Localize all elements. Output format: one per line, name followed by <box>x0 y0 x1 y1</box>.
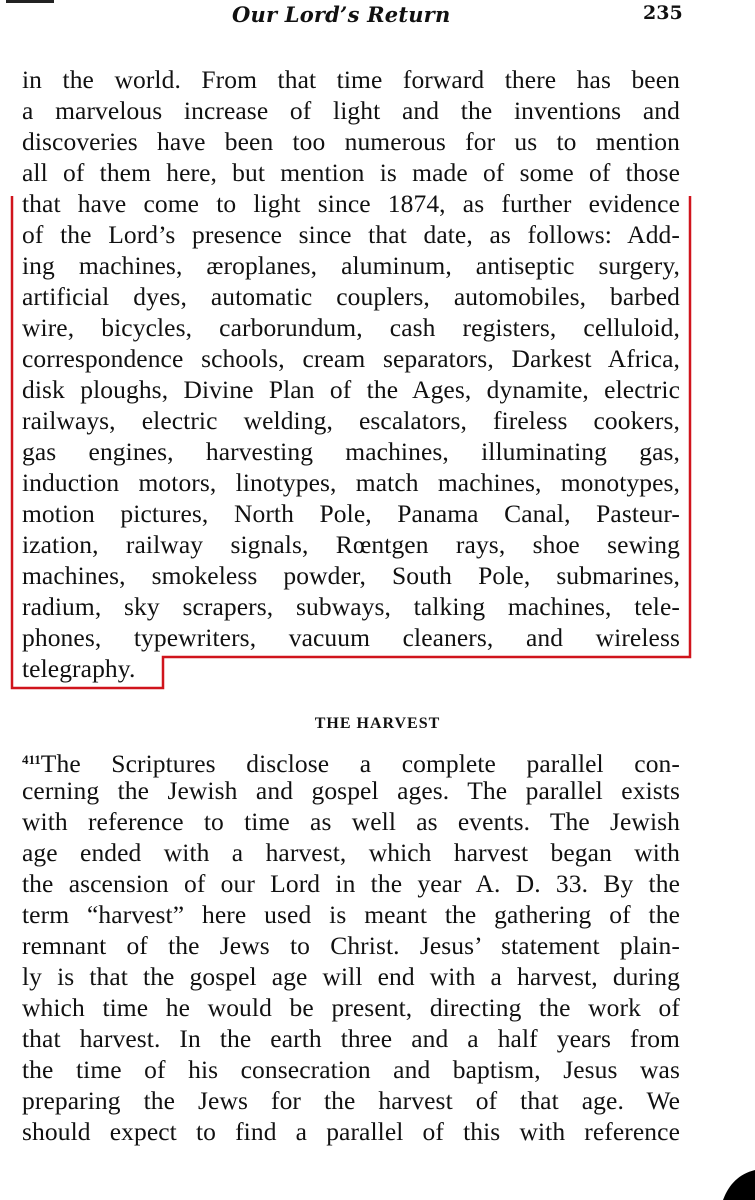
paragraph-number: 411 <box>22 752 41 767</box>
text-line: ly is that the gospel age will end with a harvest, during <box>22 962 680 991</box>
text-line: the time of his consecration and baptism, Jesus was <box>22 1055 680 1084</box>
text-line: phones, typewriters, vacuum cleaners, and wireless <box>22 623 680 652</box>
text-line: that harvest. In the earth three and a half years from <box>22 1024 680 1053</box>
text-line: telegraphy. <box>22 654 136 683</box>
text-line: preparing the Jews for the harvest of that age. We <box>22 1086 680 1115</box>
text-line: of the Lord’s presence since that date, as follows: Add- <box>22 220 680 249</box>
opening-paragraph <box>22 64 680 188</box>
text-line: railways, electric welding, escalators, fireless cookers, <box>22 406 680 435</box>
page-number: 235 <box>643 2 683 24</box>
first-line-text: The Scriptures disclose a complete parallel con- <box>40 749 680 778</box>
section-heading: THE HARVEST <box>314 715 441 732</box>
text-line: wire, bicycles, carborundum, cash registers, celluloid, <box>22 313 680 342</box>
text-line: remnant of the Jews to Christ. Jesus’ statement plain- <box>22 931 680 960</box>
text-line: the ascension of our Lord in the year A. D. 33. By the <box>22 869 680 898</box>
text-line: machines, smokeless powder, South Pole, submarines, <box>22 561 680 590</box>
harvest-paragraph <box>22 744 680 1147</box>
running-title: Our Lord’s Return <box>232 2 451 27</box>
text-line: should expect to find a parallel of this with reference <box>22 1117 680 1146</box>
text-line: disk ploughs, Divine Plan of the Ages, dynamite, electric <box>22 375 680 404</box>
text-line: artificial dyes, automatic couplers, automobiles, barbed <box>22 282 680 311</box>
page-corner-shadow <box>715 1160 755 1200</box>
text-line: ing machines, æroplanes, aluminum, antiseptic surgery, <box>22 251 680 280</box>
text-line: gas engines, harvesting machines, illuminating gas, <box>22 437 680 466</box>
text-line: that have come to light since 1874, as further evidence <box>22 189 680 218</box>
text-line: correspondence schools, cream separators, Darkest Africa, <box>22 344 680 373</box>
text-line: discoveries have been too numerous for us to mention <box>22 127 680 156</box>
text-line: in the world. From that time forward there has been <box>22 65 680 94</box>
text-line: all of them here, but mention is made of some of those <box>22 158 680 187</box>
text-line: cerning the Jewish and gospel ages. The parallel exists <box>22 776 680 805</box>
text-line: term “harvest” here used is meant the gathering of the <box>22 900 680 929</box>
text-line: age ended with a harvest, which harvest began with <box>22 838 680 867</box>
highlighted-passage <box>22 188 680 684</box>
running-head <box>0 2 755 32</box>
text-line: ization, railway signals, Rœntgen rays, shoe sewing <box>22 530 680 559</box>
text-line: which time he would be present, directing the work of <box>22 993 680 1022</box>
text-line: induction motors, linotypes, match machines, monotypes, <box>22 468 680 497</box>
text-line: motion pictures, North Pole, Panama Canal, Pasteur- <box>22 499 680 528</box>
text-line: a marvelous increase of light and the inventions and <box>22 96 680 125</box>
text-line: radium, sky scrapers, subways, talking machines, tele- <box>22 592 680 621</box>
text-line: with reference to time as well as events. The Jewish <box>22 807 680 836</box>
text-line-first <box>22 744 680 778</box>
